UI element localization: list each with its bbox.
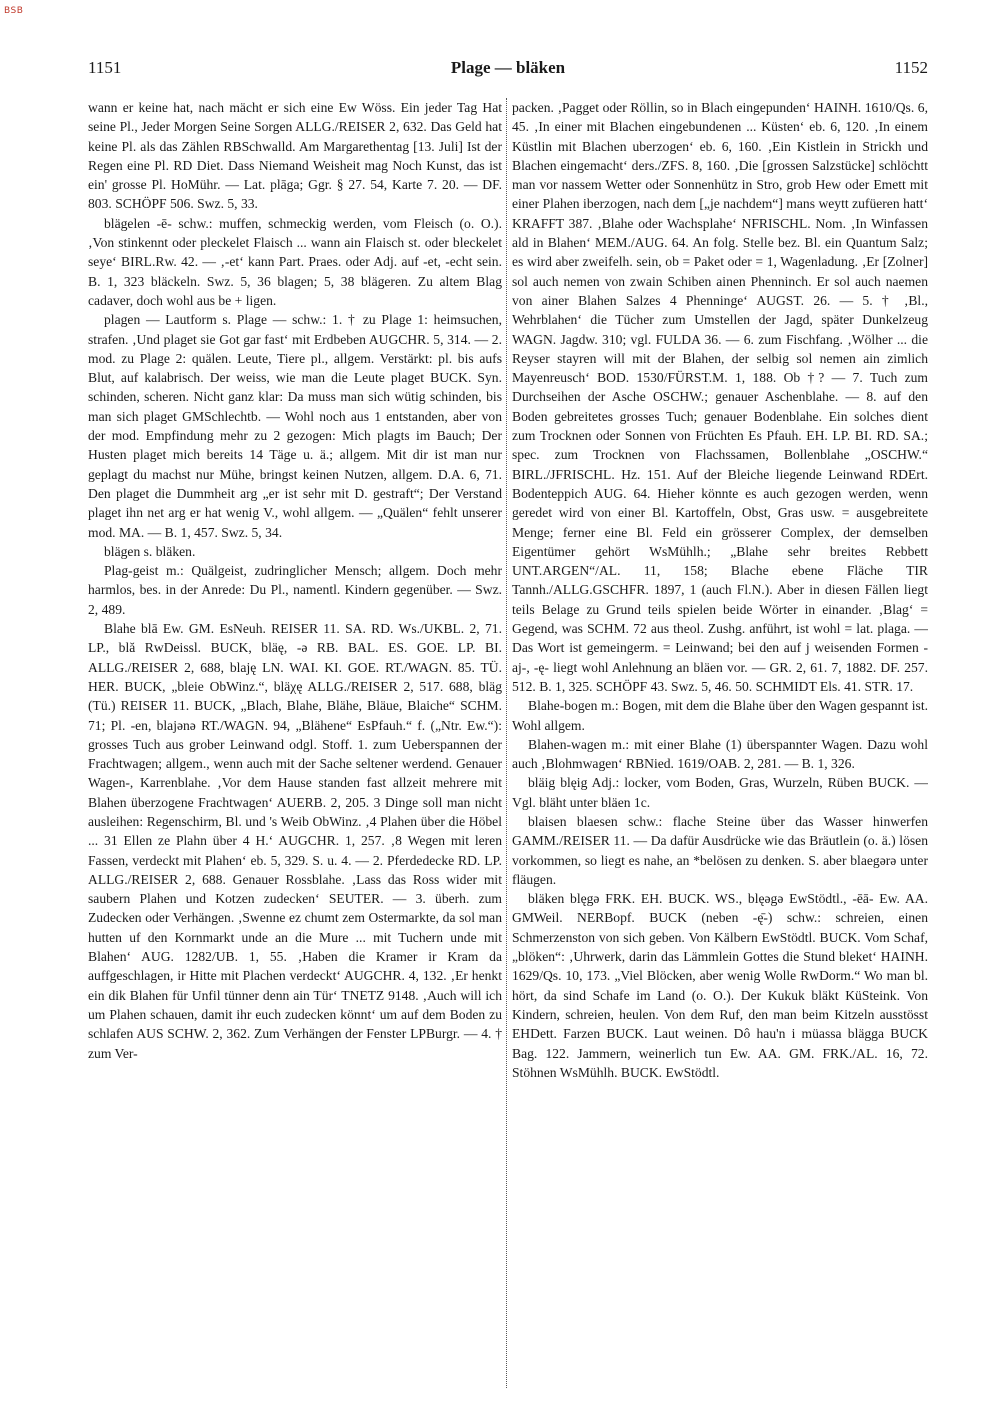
entry-blahebogen: Blahe-bogen m.: Bogen, mit dem die Blahe über den Wagen gespannt ist. Wohl allgem. [512,698,928,733]
library-stamp: BSB [4,6,24,16]
page-number-right: 1152 [894,58,928,77]
column-divider [506,98,507,1388]
entry-blahenwagen: Blahen-wagen m.: mit einer Blahe (1) überspannter Wagen. Dazu wohl auch ‚Blohmwagen‘ RBNied. 1619/OAB. 2, 281. — B. 1, 326. [512,736,928,772]
entry-blaeken: bläken blęgə FRK. EH. BUCK. WS., blęəgə EwStödtl., -ēā- Ew. AA. GMWeil. NERBopf. BUCK (neben -ę̄-) schw.: schreien, einen Schmerzenston von sich geben. Von Kälbern EwStödtl. BUCK. Vom Schaf, „blöken“: ‚Uhrwerk, darin das Lämmlein Gottes die Stund bleket‘ HAINH. 1629/Qs. 10, 173. „Viel Blöcken, aber wenig Wolle RwDorm.“ Wo man bl. hört, da sind Schafe im Land (o. O.). Der Kukuk bläkt KüSteink. Von Kindern, schreien, heulen. Von dem Ruf, den man beim Kitzeln ausstösst EHDett. Farzen BUCK. Laut weinen. Dô hau'n i müassa blägga BUCK Bag. 122. Jammern, weinerlich tun Ew. AA. GM. FRK./AL. 16, 72. Stöhnen WsMühlh. BUCK. EwStödtl. [512,891,928,1080]
left-column [88,98,502,1388]
entry-blaisen: blaisen blaesen schw.: flache Steine über das Wasser hinwerfen GAMM./REISER 11. — Da dafür Ausdrücke wie das Bräutlein (o. ä.) lösen vorkommen, so liegt es nahe, an *belösen zu denken. S. aber blaegərə unter fläugen. [512,813,928,887]
entry-blaegelen: blägelen -ē- schw.: muffen, schmeckig werden, vom Fleisch (o. O.). ‚Von stinkennt oder pleckelet Flaisch ... wann ain Flaisch st. oder bleckelet seye‘ BIRL.Rw. 42. — ‚-et‘ kann Part. Praes. oder Adj. auf -et, -echt sein. B. 1, 323 bläckeln. Swz. 5, 36 blagen; 5, 38 blägeren. Zu altem Blag cadaver, doch wohl aus be + ligen. [88,215,502,308]
entry-plaggeist: Plag-geist m.: Quälgeist, zudringlicher Mensch; allgem. Doch mehr harmlos, bes. in der Anrede: Du Pl., namentl. Kindern gegenüber. — Swz. 2, 489. [88,563,502,617]
entry-blahe: Blahe blā Ew. GM. EsNeuh. REISER 11. SA. RD. Ws./UKBL. 2, 71. LP., blă RwDeissl. BUCK, bläę, -ə RB. BAL. ES. GOE. LP. BI. ALLG./REISER 2, 688, blaję LN. WAI. KI. GOE. RT./WAGN. 85. TÜ. HER. BUCK, „bleie ObWinz.“, bläχę ALLG./REISER 2, 517. 688, bläg (Tü.) REISER 11. BUCK, „Blach, Blahe, Blähe, Bläue, Blaiche“ SCHM. 71; Pl. -en, blajənə RT./WAGN. 94, „Blähene“ EsPfauh.“ f. („Ntr. Ew.“): grosses Tuch aus grober Leinwand odgl. Stoff. 1. zum Ueberspannen der Frachtwagen; allgem., wenn auch mit der Sache seltener werdend. Genauer Wagen-, Karrenblahe. ‚Vor dem Hause standen fast allzeit mehrere mit Blahen überzogene Frachtwagen‘ AUERB. 2, 205. 3 Dinge soll man nicht ausleihen: Regenschirm, Bl. und 's Weib ObWinz. ‚4 Plahen über die Höbel ... 31 Ellen ze Plahn über 4 H.‘ AUGCHR. 1, 257. ‚8 Wegen mit leren Fassen, verdeckt mit Plahen‘ eb. 5, 329. S. u. 4. — 2. Pferdedecke RD. LP. ALLG./REISER 2, 688. Genauer Rossblahe. ‚Lass das Ross wider mit saubern Plahen und Kotzen zudecken‘ SEUTER. — 3. überh. zum Zudecken oder Verhängen. ‚Swenne ez chumt zem Ostermarkte, da sol man hutten uf den Kornmarkt unde an die Mure ... mit Tuchern unde mit Blahen‘ AUG. 1282/UB. 1, 55. ‚Haben die Kramer ir Kram da auffgeschlagen, ir Hitte mit Plachen verdeckt‘ AUGCHR. 4, 132. ‚Er henkt ein dik Blahen für Unfil tünner denn ain Tür‘ TNETZ 9148. ‚Auch will ich um Plahen schauen, damit ihr euch zudecken könnt‘ um auf dem Boden zu schlafen AUS SCHW. 2, 362. Zum Verhängen der Fenster LPBurgr. — 4. † zum Ver- [88,621,502,1061]
entry-blaeig: bläig blęig Adj.: locker, vom Boden, Gras, Wurzeln, Rüben BUCK. — Vgl. bläht unter bläen 1c. [512,775,928,810]
entry-continuation: wann er keine hat, nach mächt er sich eine Ew Wöss. Ein jeder Tag Hat seine Pl., Jeder Morgen Seine Sorgen ALLG./REISER 2, 632. Das Geld hat keine Pl. als das Zählen RBSchwalld. Am Margarethentag [13. Juli] Ist der Regen eine Pl. RD Diet. Dass Niemand Weisheit mag Noch Kunst, das ist ein' grosse Pl. HoMühr. — Lat. plāga; Ggr. § 27. 54, Karte 7. 20. — DF. 803. SCHÖPF 506. Swz. 5, 33. [88,100,502,212]
entry-blaegen: blägen s. bläken. [104,543,196,559]
page-header [88,58,928,84]
right-column [512,98,928,1388]
page-number-left: 1151 [88,58,122,77]
running-title: Plage — bläken [450,58,566,77]
entry-continuation: packen. ‚Pagget oder Röllin, so in Blach eingepunden‘ HAINH. 1610/Qs. 6, 45. ‚In einer mit Blachen eingebundenen ... Küsten‘ eb. 6, 120. ‚In einem Küstlin mit Blachen uberzogen‘ eb. 6, 160. ‚Ein Kistlein in Strickh und Blachen eingemacht‘ ders./ZFS. 8, 160. ‚Die [grossen Salzstücke] schlöchtt man vor nassem Wetter oder Sonnenhütz in Stro, grob Hew oder Emett mit einer Plahen iberzogen, nach dem [„je nachdem“] mans weytt zufüeren hatt‘ KRAFFT 387. ‚Blahe oder Wachsplahe‘ NFRISCHL. Nom. ‚In Winfassen ald in Blahen‘ MEM./AUG. 64. An folg. Stelle bez. Bl. ein Quantum Salz; es wird aber zweifelh. sein, ob = Paket oder = 1, Wagenladung. ‚Er [Zolner] sol auch nemen von zwain Schiben ainen Phenninch. Er sol auch naemen von ainer Blahen Salzes 4 Phenninge‘ AUGST. 26. — 5. † ‚Bl., Wehrblahen‘ die Tücher zum Umstellen der Jagd, später Dunkelzeug WAGN. Jagdw. 310; vgl. FULDA 36. — 6. zum Fischfang. ‚Wölher ... die Reyser stayren will mit der Blahen, der selbig sol nemen ain zimlich Mayenreusch‘ BOD. 1530/FÜRST.M. 1, 188. Ob †? — 7. Tuch zum Durchseihen der Asche OSCHW.; genauer Aschenblahe. — 8. auf den Boden gebreitetes grosses Tuch; genauer Bodenblahe. Ein solches dient zum Trocknen oder Sonnen von Früchten Es Pfauh. EH. LP. BI. RD. SA.; spec. zum Trocknen von Flachssamen, Bollenblahe „OSCHW.“ BIRL./JFRISCHL. Hz. 151. Auf der Bleiche liegende Leinwand RDErt. Bodenteppich AUG. 64. Hieher könnte es auch gezogen werden, wenn geredet wird von einer Bl. Kartoffeln, Obst, Gras usw. = ausgebreitete Menge; ferner eine Bl. Feld ein grösserer Complex, der demselben Eigentümer gehört WsMühlh.; „Blahe sehr breites Rebbett UNT.ARGEN“/AL. 11, 158; Blache ebene Fläche TIR Tannh./ALLG.GSCHFR. 1897, 1 (auch Fl.N.). Aber in diesen Fällen liegt teils Belage zu Grund teils spielen beide Wörter in einander. ‚Blag‘ = Gegend, was SCHM. 72 aus theol. Zushg. anführt, ist wohl = lat. plaga. — Das Wort ist gemeingerm. = Leinwand; bei den auf j weisenden Formen -aj-, -ę- liegt wohl Anlehnung an bläen vor. — GR. 2, 61. 7, 1882. DF. 257. 512. B. 1, 325. SCHÖPF 43. Swz. 5, 46. 50. SCHMIDT Els. 41. STR. 17. [512,100,928,694]
entry-plagen: plagen — Lautform s. Plage — schw.: 1. † zu Plage 1: heimsuchen, strafen. ‚Und plaget sie Got gar fast‘ mit Erdbeben AUGCHR. 5, 314. — 2. mod. zu Plage 2: quälen. Leute, Tiere pl., allgem. Verstärkt: pl. bis aufs Blut, auf kalabrisch. Der weiss, wie man die Leute plaget BUCK. Syn. schinden, scheren. Nicht ganz klar: Da muss man sich wütig schinden, bis man sich plaget GMSchlechtb. — Wohl noch aus 1 entstanden, aber von der mod. Empfindung mehr zu 2 gezogen: Mich plagts im Bauch; Der Husten plaget mich bereits 14 Täge u. ä.; allgem. Mit dir ist man nur geplagt du machst nur Mühe, bringst keinen Nutzen, allgem. D.A. 6, 71. Den plaget die Dummheit arg „er ist sehr mit D. gestraft“; Der Verstand plaget ihn net arg er hat wenig V., wohl allgem. — „Quälen“ fehlt unserer mod. MA. — B. 1, 457. Swz. 5, 34. [88,312,502,540]
